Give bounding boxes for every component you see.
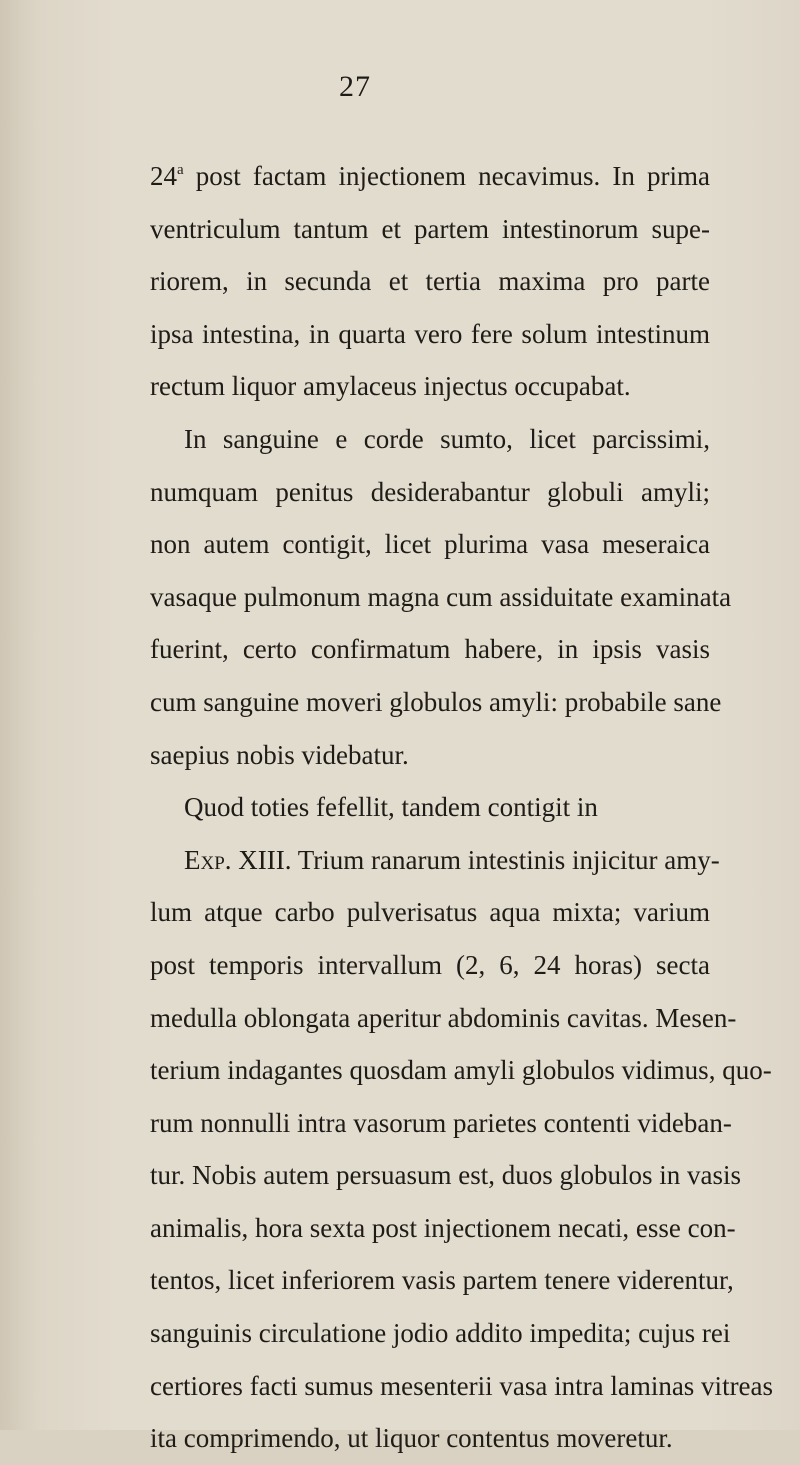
text-line: non autem contigit, licet plurima vasa meseraica — [150, 529, 710, 560]
text-line: In sanguine e corde sumto, licet parcissimi, — [184, 423, 710, 454]
experiment-label: Exp. — [184, 844, 232, 875]
text-line: tentos, licet inferiorem vasis partem tenere viderentur, — [150, 1265, 734, 1296]
text-line: vasaque pulmonum magna cum assiduitate examinata — [150, 581, 732, 612]
text-line — [150, 834, 720, 887]
text-line: rectum liquor amylaceus injectus occupabat. — [150, 371, 631, 402]
text-line: sanguinis circulatione jodio addito impedita; cujus rei — [150, 1318, 731, 1349]
line-text: XIII. Trium ranarum intestinis injicitur amy- — [231, 844, 720, 875]
text-line: numquam penitus desiderabantur globuli amyli; — [150, 476, 710, 507]
text-line: animalis, hora sexta post injectionem necati, esse con- — [150, 1212, 736, 1243]
text-line: tur. Nobis autem persuasum est, duos globulos in vasis — [150, 1160, 741, 1191]
text-line: ipsa intestina, in quarta vero fere solum intestinum — [150, 318, 710, 349]
page-number: 27 — [339, 70, 371, 103]
line-number-prefix: 24 — [150, 161, 177, 191]
text-line: terium indagantes quosdam amyli globulos vidimus, quo- — [150, 1055, 772, 1086]
text-line: riorem, in secunda et tertia maxima pro parte — [150, 266, 710, 297]
text-line: ventriculum tantum et partem intestinorum supe- — [150, 213, 710, 244]
text-line: cum sanguine moveri globulos amyli: probabile sane — [150, 686, 722, 717]
text-line: saepius nobis videbatur. — [150, 739, 409, 770]
text-line: fuerint, certo confirmatum habere, in ipsis vasis — [150, 634, 710, 665]
text-line: Quod toties fefellit, tandem contigit in — [184, 792, 598, 823]
text-line: lum atque carbo pulverisatus aqua mixta; varium — [150, 897, 710, 928]
body-text — [150, 150, 774, 1465]
text-line: medulla oblongata aperitur abdominis cavitas. Mesen- — [150, 1002, 737, 1033]
superscript: a — [177, 162, 184, 178]
text-line — [150, 150, 710, 203]
text-line: post temporis intervallum (2, 6, 24 horas) secta — [150, 949, 710, 980]
line-text: post factam injectionem necavimus. In prima — [183, 161, 710, 191]
text-line: certiores facti sumus mesenterii vasa intra laminas vitreas — [150, 1370, 774, 1401]
text-line: ita comprimendo, ut liquor contentus moveretur. — [150, 1423, 673, 1454]
text-line: rum nonnulli intra vasorum parietes contenti videban- — [150, 1107, 732, 1138]
